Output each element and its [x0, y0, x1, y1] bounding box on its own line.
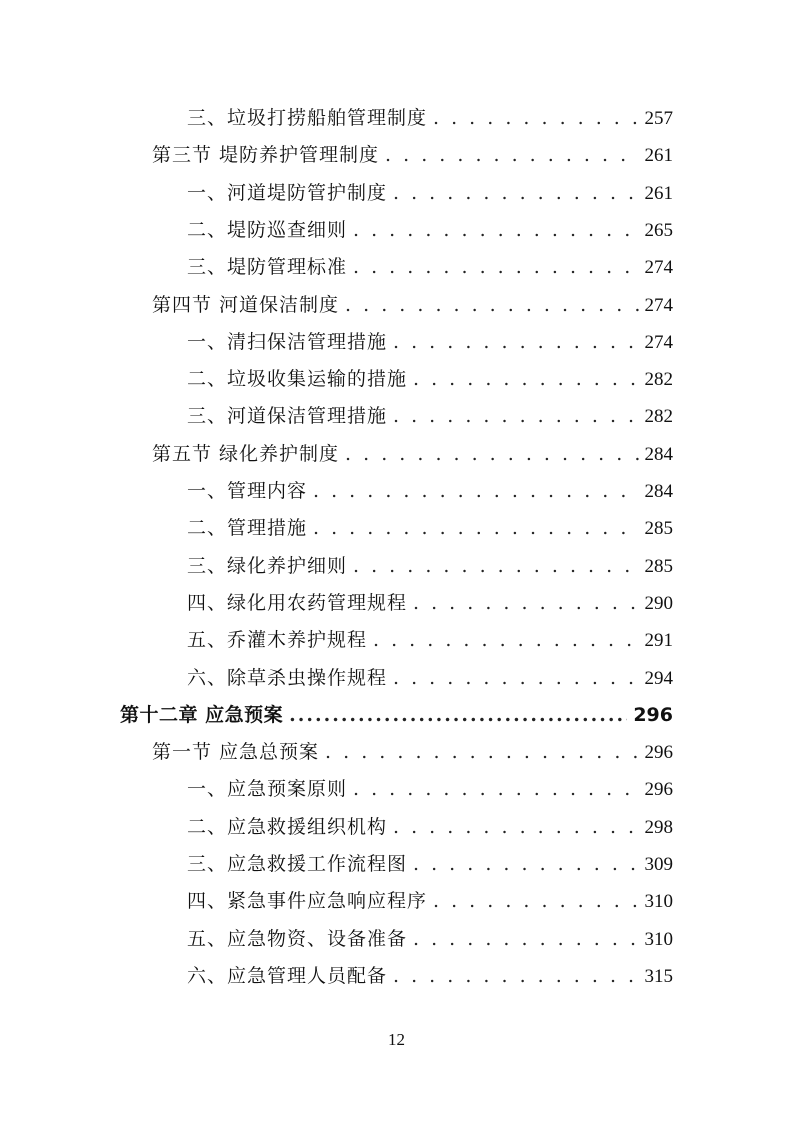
toc-entry-item [187, 846, 673, 883]
page-number: 12 [388, 1030, 405, 1049]
toc-entry-page: 274 [644, 257, 673, 279]
toc-entry-section [152, 734, 673, 771]
toc-entry-title: 六、除草杀虫操作规程 [187, 666, 388, 689]
toc-leader-dots [413, 846, 638, 883]
toc-entry-item [187, 324, 673, 361]
toc-entry-title: 二、应急救援组织机构 [187, 815, 388, 838]
toc-entry-title: 二、堤防巡查细则 [187, 218, 348, 241]
toc-leader-dots [353, 212, 638, 249]
toc-leader-dots [393, 809, 638, 846]
toc-entry-page: 310 [644, 928, 673, 950]
toc-leader-dots [433, 100, 638, 137]
toc-entry-page: 274 [644, 331, 673, 353]
toc-leader-dots [289, 697, 627, 734]
toc-entry-item [187, 809, 673, 846]
toc-entry-title: 第一节 应急总预案 [152, 741, 320, 764]
toc-leader-dots [393, 398, 638, 435]
toc-entry-page: 315 [644, 965, 673, 987]
toc-entry-chapter [120, 697, 673, 734]
toc-entry-item [187, 398, 673, 435]
toc-entry-page: 265 [644, 219, 673, 241]
toc-entry-title: 三、应急救援工作流程图 [187, 853, 408, 875]
toc-leader-dots [345, 287, 638, 324]
toc-entry-page: 261 [644, 145, 673, 167]
toc-entry-item [187, 883, 673, 920]
toc-leader-dots [313, 510, 638, 547]
toc-entry-page: 290 [644, 592, 673, 614]
toc-entry-page: 296 [644, 779, 673, 801]
toc-entry-title: 一、管理内容 [187, 480, 308, 502]
toc-leader-dots [413, 361, 638, 398]
toc-entry-item [187, 548, 673, 585]
toc-entry-page: 285 [644, 555, 673, 577]
toc-entry-title: 一、清扫保洁管理措施 [187, 330, 388, 353]
toc-leader-dots [413, 921, 638, 958]
toc-entry-item [187, 660, 673, 697]
toc-leader-dots [345, 436, 638, 473]
toc-entry-title: 五、乔灌木养护规程 [187, 629, 368, 652]
toc-leader-dots [385, 137, 638, 174]
toc-entry-title: 二、管理措施 [187, 517, 308, 540]
toc-entry-item [187, 249, 673, 286]
toc-entry-item [187, 100, 673, 137]
toc-entry-title: 三、垃圾打捞船舶管理制度 [187, 107, 428, 129]
toc-leader-dots [313, 473, 638, 510]
toc-entry-section [152, 287, 673, 324]
toc-entry-page: 261 [644, 182, 673, 204]
toc-entry-item [187, 473, 673, 510]
toc-entry-page: 284 [644, 481, 673, 502]
toc-entry-page: 282 [644, 369, 673, 391]
toc-leader-dots [353, 249, 638, 286]
toc-entry-page: 285 [644, 518, 673, 540]
toc-entry-page: 294 [644, 667, 673, 689]
toc-entry-page: 274 [644, 294, 673, 316]
toc-entry-title: 一、应急预案原则 [187, 778, 348, 801]
toc-leader-dots [393, 660, 638, 697]
toc-leader-dots [373, 622, 638, 659]
toc-entry-page: 309 [644, 854, 673, 875]
toc-entry-title: 五、应急物资、设备准备 [187, 927, 408, 950]
toc-entry-title: 第三节 堤防养护管理制度 [152, 144, 380, 167]
toc-leader-dots [393, 175, 638, 212]
toc-leader-dots [393, 324, 638, 361]
toc-entry-section [152, 436, 673, 473]
toc-entry-page: 257 [644, 108, 673, 129]
toc-entry-item [187, 212, 673, 249]
toc-entry-title: 二、垃圾收集运输的措施 [187, 368, 408, 391]
toc-entry-title: 第五节 绿化养护制度 [152, 442, 340, 465]
toc-leader-dots [353, 771, 638, 808]
toc-leader-dots [325, 734, 638, 771]
toc-leader-dots [413, 585, 638, 622]
toc-entry-item [187, 921, 673, 958]
toc-entry-item [187, 585, 673, 622]
toc-entry-title: 三、堤防管理标准 [187, 256, 348, 279]
toc-entry-item [187, 622, 673, 659]
toc-entry-section [152, 137, 673, 174]
toc-entry-title: 一、河道堤防管护制度 [187, 181, 388, 204]
toc-entry-page: 298 [644, 816, 673, 838]
toc-entry-item [187, 175, 673, 212]
toc-entry-item [187, 771, 673, 808]
toc-entry-title: 四、紧急事件应急响应程序 [187, 890, 428, 913]
toc-entry-title: 六、应急管理人员配备 [187, 964, 388, 987]
toc-leader-dots [353, 548, 638, 585]
toc-entry-page: 282 [644, 406, 673, 428]
toc-entry-title: 三、河道保洁管理措施 [187, 405, 388, 428]
toc-entry-title: 第四节 河道保洁制度 [152, 293, 340, 316]
toc-entry-title: 第十二章 应急预案 [120, 703, 284, 726]
toc-entry-page: 296 [633, 703, 673, 726]
toc-entry-item [187, 958, 673, 995]
toc-leader-dots [433, 883, 638, 920]
toc-entry-page: 310 [644, 891, 673, 913]
toc-entry-page: 284 [644, 443, 673, 465]
toc-leader-dots [393, 958, 638, 995]
toc-entry-title: 三、绿化养护细则 [187, 554, 348, 577]
toc-entry-item [187, 361, 673, 398]
toc-entry-title: 四、绿化用农药管理规程 [187, 591, 408, 614]
toc-entry-page: 291 [644, 630, 673, 652]
toc-entry-item [187, 510, 673, 547]
toc-entry-page: 296 [644, 742, 673, 764]
